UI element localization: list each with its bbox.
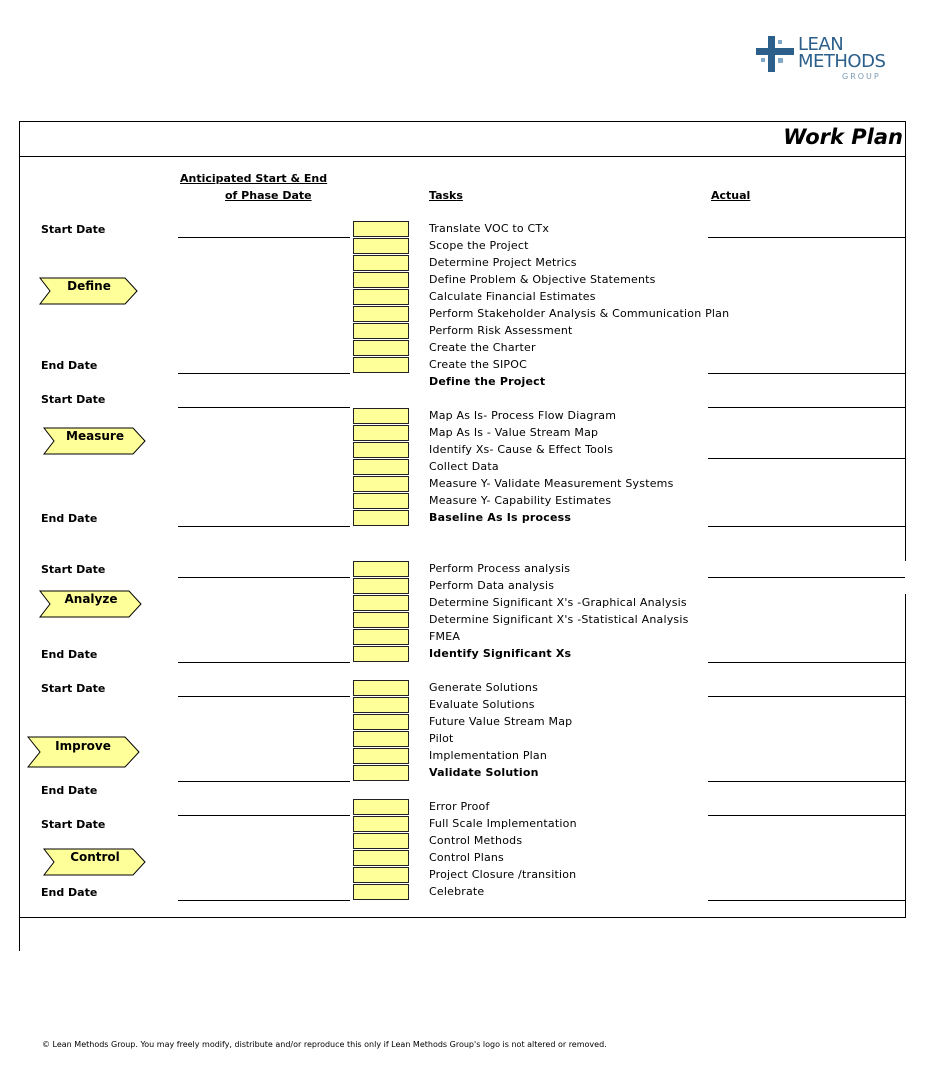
measure-task-checkbox[interactable] [353,510,409,526]
control-task: Full Scale Implementation [429,817,577,830]
improve-end-date-label: End Date [41,784,98,797]
define-task: Perform Stakeholder Analysis & Communication Plan [429,307,730,320]
analyze-actual-start-line[interactable] [708,577,905,578]
define-task: Scope the Project [429,239,529,252]
define-task-checkbox[interactable] [353,289,409,305]
define-task: Perform Risk Assessment [429,324,573,337]
define-task: Create the Charter [429,341,536,354]
phase-improve-arrow [27,736,141,768]
measure-task: Measure Y- Validate Measurement Systems [429,477,674,490]
define-task-checkbox[interactable] [353,272,409,288]
analyze-task: Perform Process analysis [429,562,571,575]
phase-define-label: Define [67,279,111,293]
phase-analyze-arrow [39,590,143,618]
define-task: Calculate Financial Estimates [429,290,596,303]
define-task-checkbox[interactable] [353,357,409,373]
analyze-task-checkbox[interactable] [353,629,409,645]
improve-milestone: Validate Solution [429,766,539,779]
improve-task-checkbox[interactable] [353,680,409,696]
control-task: Control Methods [429,834,523,847]
define-end-date-line[interactable] [178,373,350,374]
control-task-checkbox[interactable] [353,884,409,900]
measure-task-checkbox[interactable] [353,425,409,441]
measure-task-checkbox[interactable] [353,476,409,492]
define-milestone: Define the Project [429,375,546,388]
measure-task: Identify Xs- Cause & Effect Tools [429,443,614,456]
phase-measure-label: Measure [66,429,124,443]
analyze-task-checkbox[interactable] [353,561,409,577]
define-task-checkbox[interactable] [353,306,409,322]
phase-define-arrow [39,277,139,305]
page-title: Work Plan [783,125,903,149]
control-start-date-line[interactable] [178,815,350,816]
define-task-checkbox[interactable] [353,238,409,254]
measure-end-date-line[interactable] [178,526,350,527]
control-task-checkbox[interactable] [353,799,409,815]
phase-analyze-label: Analyze [64,592,118,606]
define-task-checkbox[interactable] [353,340,409,356]
frame-title-divider [19,156,906,157]
analyze-start-date-line[interactable] [178,577,350,578]
control-end-date-line[interactable] [178,900,350,901]
analyze-task: Perform Data analysis [429,579,555,592]
control-task-checkbox[interactable] [353,867,409,883]
phase-measure-arrow [43,427,147,455]
improve-actual-start-line[interactable] [708,696,905,697]
header-tasks: Tasks [429,189,463,202]
define-task-checkbox[interactable] [353,323,409,339]
control-task: Control Plans [429,851,504,864]
control-start-date-label: Start Date [41,818,106,831]
logo-text-group: GROUP [842,72,881,81]
measure-task-checkbox[interactable] [353,408,409,424]
improve-task: Future Value Stream Map [429,715,573,728]
control-task-checkbox[interactable] [353,816,409,832]
frame-left [19,121,20,951]
analyze-task: Determine Significant X's -Statistical Analysis [429,613,689,626]
measure-task-checkbox[interactable] [353,459,409,475]
improve-start-date-label: Start Date [41,682,106,695]
define-actual-start-line[interactable] [708,237,905,238]
improve-task-checkbox[interactable] [353,731,409,747]
frame-right-upper [905,121,906,561]
define-start-date-line[interactable] [178,237,350,238]
measure-task: Map As Is- Process Flow Diagram [429,409,617,422]
improve-task: Implementation Plan [429,749,548,762]
improve-actual-end-line[interactable] [708,781,905,782]
measure-actual-end-line[interactable] [708,526,905,527]
measure-actual-mid-line[interactable] [708,458,905,459]
measure-actual-start-line[interactable] [708,407,905,408]
header-anticipated-line1: Anticipated Start & End [180,172,328,185]
analyze-actual-end-line[interactable] [708,662,905,663]
logo-cross-icon [756,36,794,72]
phase-improve-label: Improve [55,739,111,753]
improve-task: Pilot [429,732,454,745]
improve-task-checkbox[interactable] [353,748,409,764]
analyze-start-date-label: Start Date [41,563,106,576]
improve-start-date-line[interactable] [178,696,350,697]
analyze-end-date-label: End Date [41,648,98,661]
frame-top [19,121,906,122]
measure-start-date-label: Start Date [41,393,106,406]
define-end-date-label: End Date [41,359,98,372]
improve-task: Evaluate Solutions [429,698,535,711]
define-actual-end-line[interactable] [708,373,905,374]
control-task: Project Closure /transition [429,868,577,881]
define-start-date-label: Start Date [41,223,106,236]
measure-task-checkbox[interactable] [353,442,409,458]
control-end-date-label: End Date [41,886,98,899]
analyze-milestone: Identify Significant Xs [429,647,572,660]
define-task: Determine Project Metrics [429,256,577,269]
logo [756,36,906,86]
define-task: Define Problem & Objective Statements [429,273,656,286]
control-actual-start-line[interactable] [708,815,905,816]
analyze-task-checkbox[interactable] [353,646,409,662]
control-task-checkbox[interactable] [353,833,409,849]
analyze-task-checkbox[interactable] [353,612,409,628]
measure-task: Map As Is - Value Stream Map [429,426,599,439]
frame-right-lower [905,594,906,917]
phase-control-arrow [43,848,147,876]
header-actual: Actual [711,189,751,202]
logo-text-lean: LEAN [798,34,844,55]
measure-start-date-line[interactable] [178,407,350,408]
define-task: Translate VOC to CTx [429,222,550,235]
define-task-checkbox[interactable] [353,255,409,271]
analyze-task: Determine Significant X's -Graphical Analysis [429,596,687,609]
improve-end-date-line[interactable] [178,781,350,782]
define-task: Create the SIPOC [429,358,527,371]
improve-task-checkbox[interactable] [353,697,409,713]
improve-task-checkbox[interactable] [353,765,409,781]
frame-bottom [19,917,906,918]
improve-task: Generate Solutions [429,681,539,694]
control-task: Celebrate [429,885,485,898]
define-task-checkbox[interactable] [353,221,409,237]
phase-control-label: Control [70,850,120,864]
measure-task-checkbox[interactable] [353,493,409,509]
logo-text-methods: METHODS [798,51,886,72]
measure-task: Collect Data [429,460,499,473]
measure-task: Measure Y- Capability Estimates [429,494,612,507]
measure-milestone: Baseline As Is process [429,511,572,524]
control-task: Error Proof [429,800,490,813]
improve-task-checkbox[interactable] [353,714,409,730]
analyze-task: FMEA [429,630,461,643]
control-actual-end-line[interactable] [708,900,905,901]
copyright-footer: © Lean Methods Group. You may freely modify, distribute and/or reproduce this only if Lean Methods Group's logo is not altered or removed. [42,1040,607,1049]
header-anticipated-line2: of Phase Date [225,189,312,202]
measure-end-date-label: End Date [41,512,98,525]
analyze-end-date-line[interactable] [178,662,350,663]
control-task-checkbox[interactable] [353,850,409,866]
analyze-task-checkbox[interactable] [353,595,409,611]
analyze-task-checkbox[interactable] [353,578,409,594]
